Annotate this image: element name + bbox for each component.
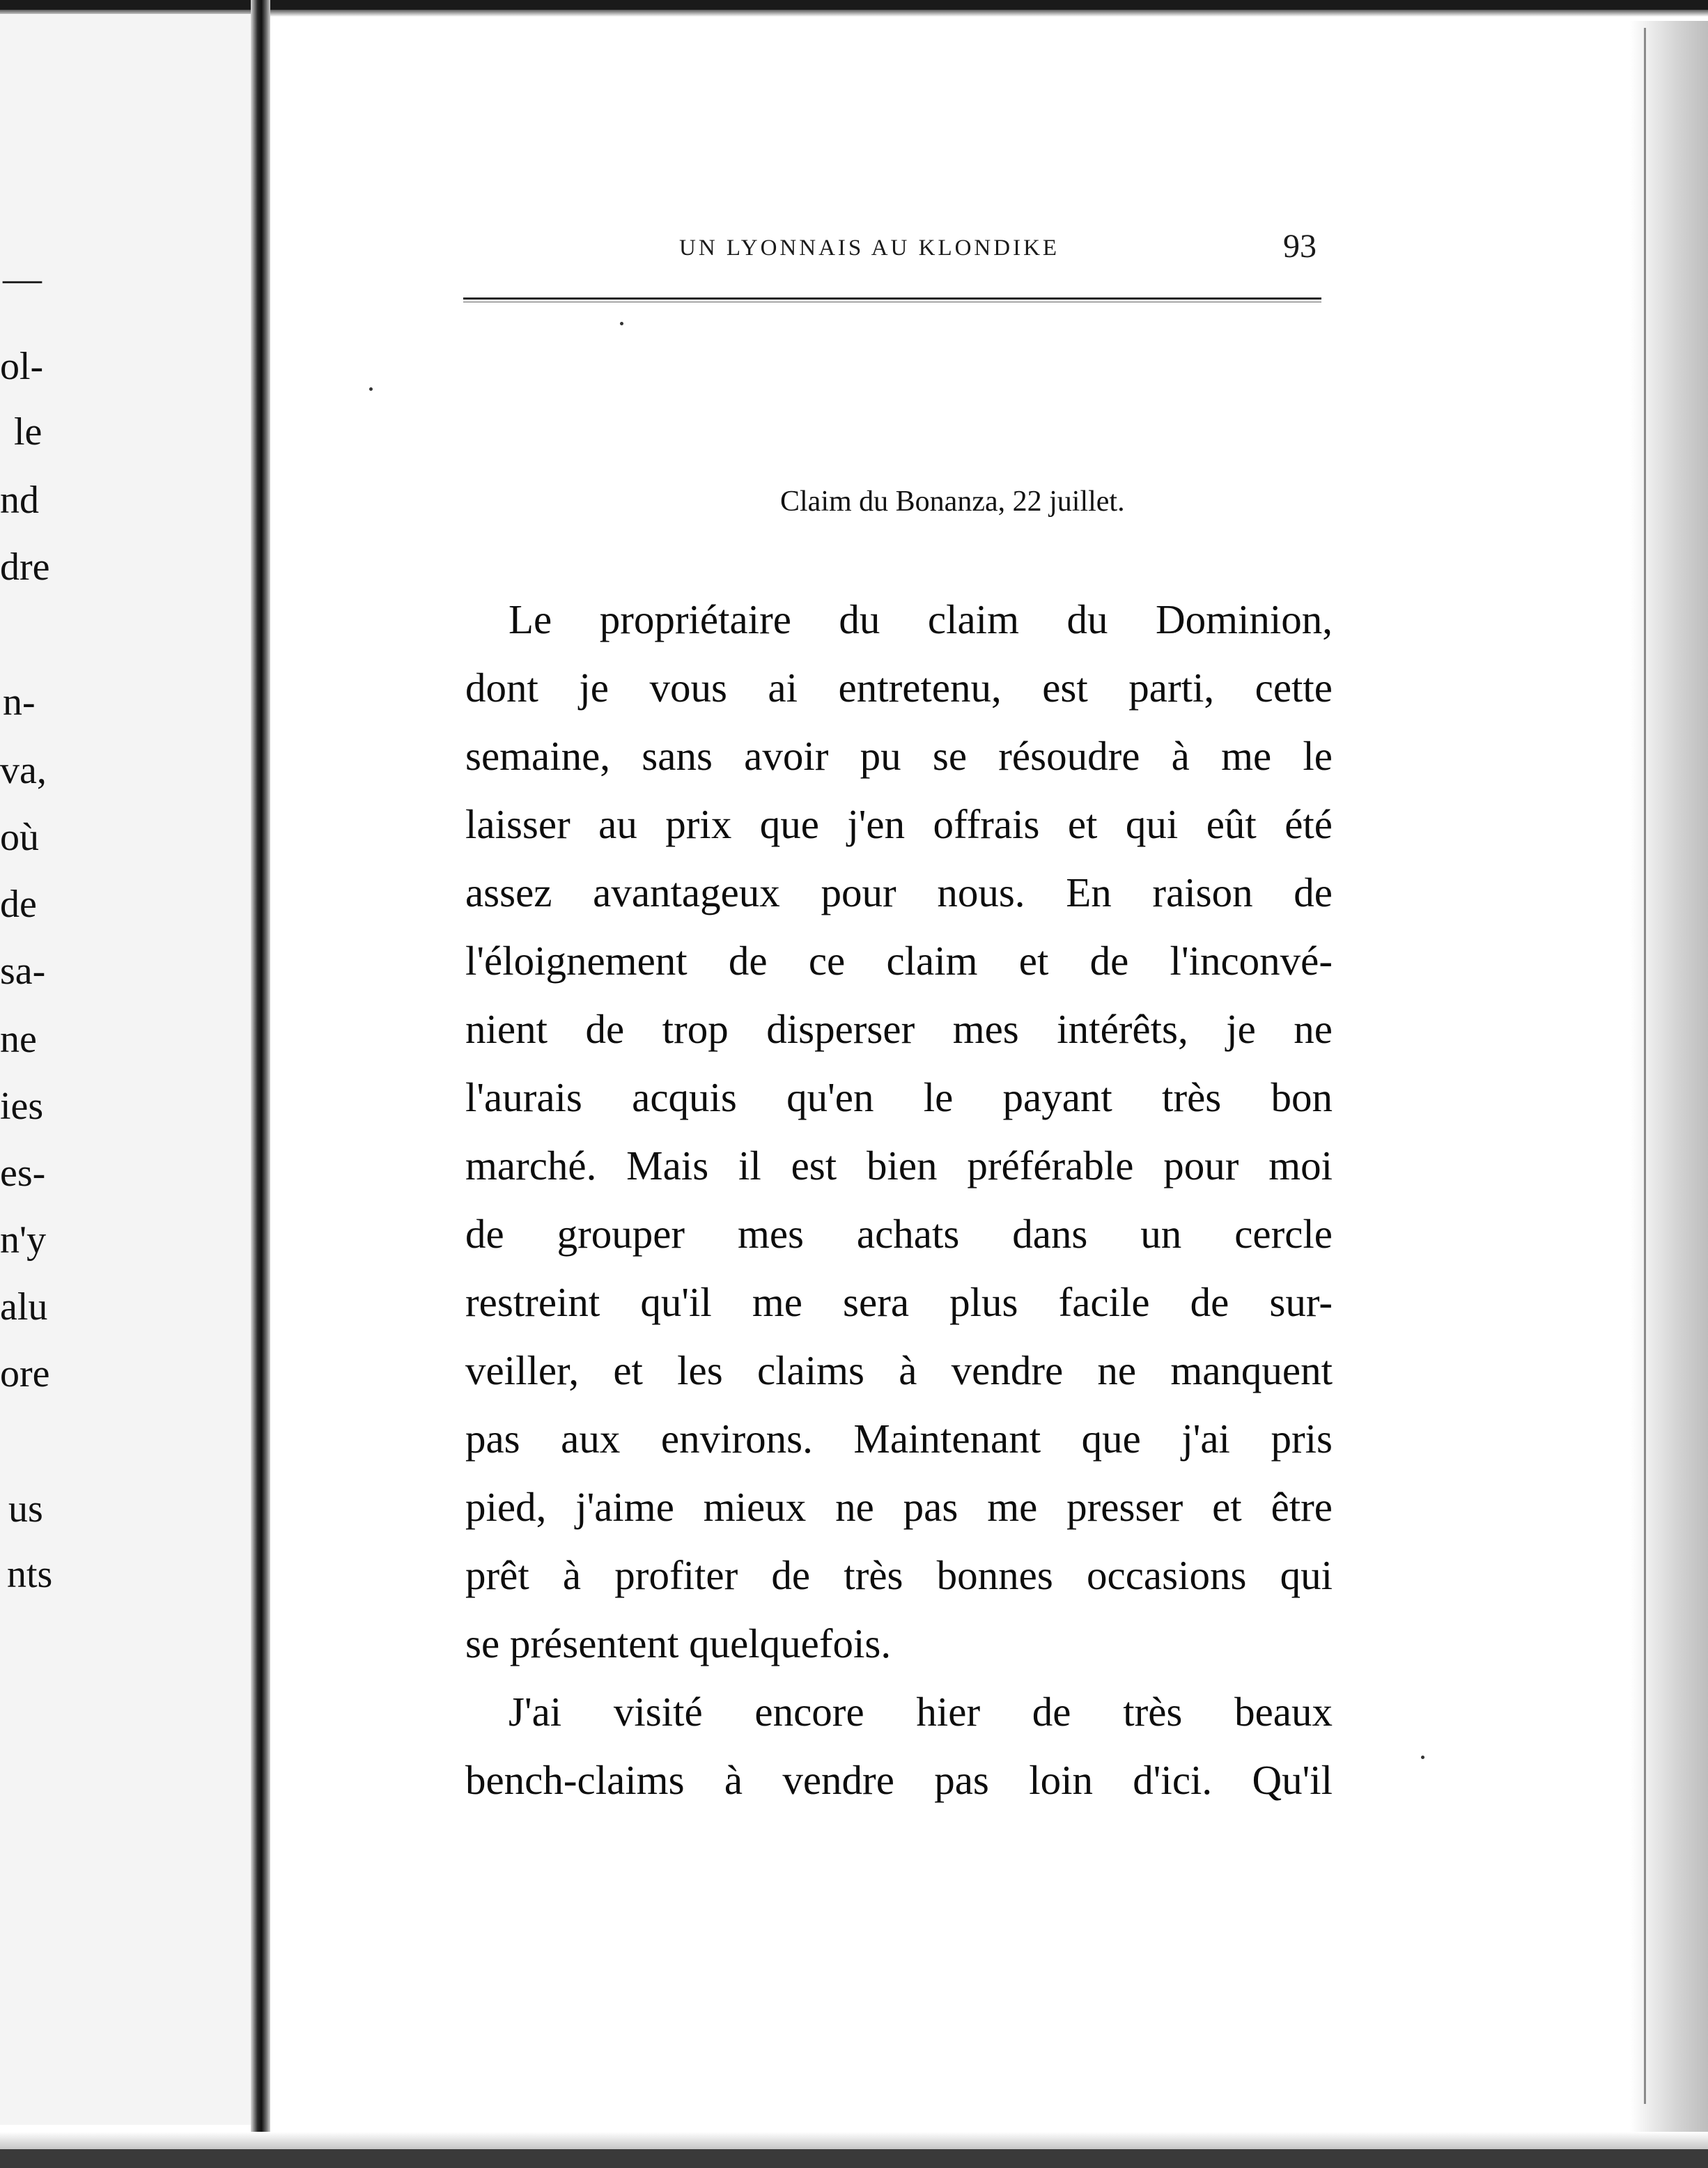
text-line: veiller, et les claims à vendre ne manquent bbox=[465, 1347, 1333, 1393]
text-line: laisser au prix que j'en offrais et qui eût été bbox=[465, 801, 1333, 847]
running-title: UN LYONNAIS AU KLONDIKE bbox=[679, 235, 1060, 261]
text-line: l'éloignement de ce claim et de l'inconvé- bbox=[465, 938, 1333, 984]
text-line: dont je vous ai entretenu, est parti, cette bbox=[465, 665, 1333, 711]
facing-fragment: ol- bbox=[0, 345, 44, 388]
facing-fragment: ies bbox=[0, 1085, 44, 1128]
scan-speck bbox=[369, 387, 373, 391]
book-binding bbox=[251, 0, 270, 2168]
facing-fragment: us bbox=[8, 1487, 43, 1531]
header-rule bbox=[463, 297, 1321, 300]
text-line: l'aurais acquis qu'en le payant très bon bbox=[465, 1074, 1333, 1120]
text-line: J'ai visité encore hier de très beaux bbox=[508, 1689, 1333, 1735]
text-line: bench-claims à vendre pas loin d'ici. Qu'il bbox=[465, 1757, 1333, 1803]
scan-bottom-strip bbox=[0, 2149, 1708, 2168]
text-line: assez avantageux pour nous. En raison de bbox=[465, 869, 1333, 915]
facing-fragment: nd bbox=[0, 479, 39, 522]
facing-fragment: le bbox=[14, 410, 42, 454]
facing-fragment: alu bbox=[0, 1285, 48, 1329]
facing-fragment: où bbox=[0, 816, 39, 859]
page-right-edge bbox=[1630, 21, 1708, 2146]
facing-fragment: nts bbox=[7, 1553, 53, 1596]
text-line: pas aux environs. Maintenant que j'ai pris bbox=[465, 1416, 1333, 1462]
facing-fragment: va, bbox=[0, 749, 47, 792]
dateline: Claim du Bonanza, 22 juillet. bbox=[780, 486, 1125, 518]
facing-fragment: — bbox=[3, 257, 42, 300]
facing-fragment: ore bbox=[0, 1352, 50, 1395]
text-line: de grouper mes achats dans un cercle bbox=[465, 1211, 1333, 1257]
facing-fragment: sa- bbox=[0, 950, 46, 993]
facing-fragment: n'y bbox=[0, 1218, 47, 1262]
facing-fragment: de bbox=[0, 883, 37, 926]
text-line: nient de trop disperser mes intérêts, je ne bbox=[465, 1006, 1333, 1052]
text-line: marché. Mais il est bien préférable pour moi bbox=[465, 1143, 1333, 1188]
text-line: pied, j'aime mieux ne pas me presser et être bbox=[465, 1484, 1333, 1530]
text-line: restreint qu'il me sera plus facile de sur- bbox=[465, 1279, 1333, 1325]
text-line: Le propriétaire du claim du Dominion, bbox=[508, 596, 1333, 642]
text-line: prêt à profiter de très bonnes occasions qui bbox=[465, 1552, 1333, 1598]
facing-page bbox=[0, 14, 251, 2125]
scan-speck bbox=[1421, 1756, 1424, 1759]
body-text bbox=[465, 585, 1333, 1814]
facing-fragment: dre bbox=[0, 545, 50, 589]
page-number: 93 bbox=[1283, 228, 1317, 265]
text-line: semaine, sans avoir pu se résoudre à me le bbox=[465, 733, 1333, 779]
facing-fragment: es- bbox=[0, 1152, 46, 1195]
text-line: se présentent quelquefois. bbox=[465, 1620, 892, 1666]
page-right-edge-line bbox=[1644, 28, 1646, 2104]
facing-fragment: n- bbox=[3, 681, 36, 724]
scan-speck bbox=[620, 322, 623, 325]
facing-fragment: ne bbox=[0, 1018, 37, 1061]
